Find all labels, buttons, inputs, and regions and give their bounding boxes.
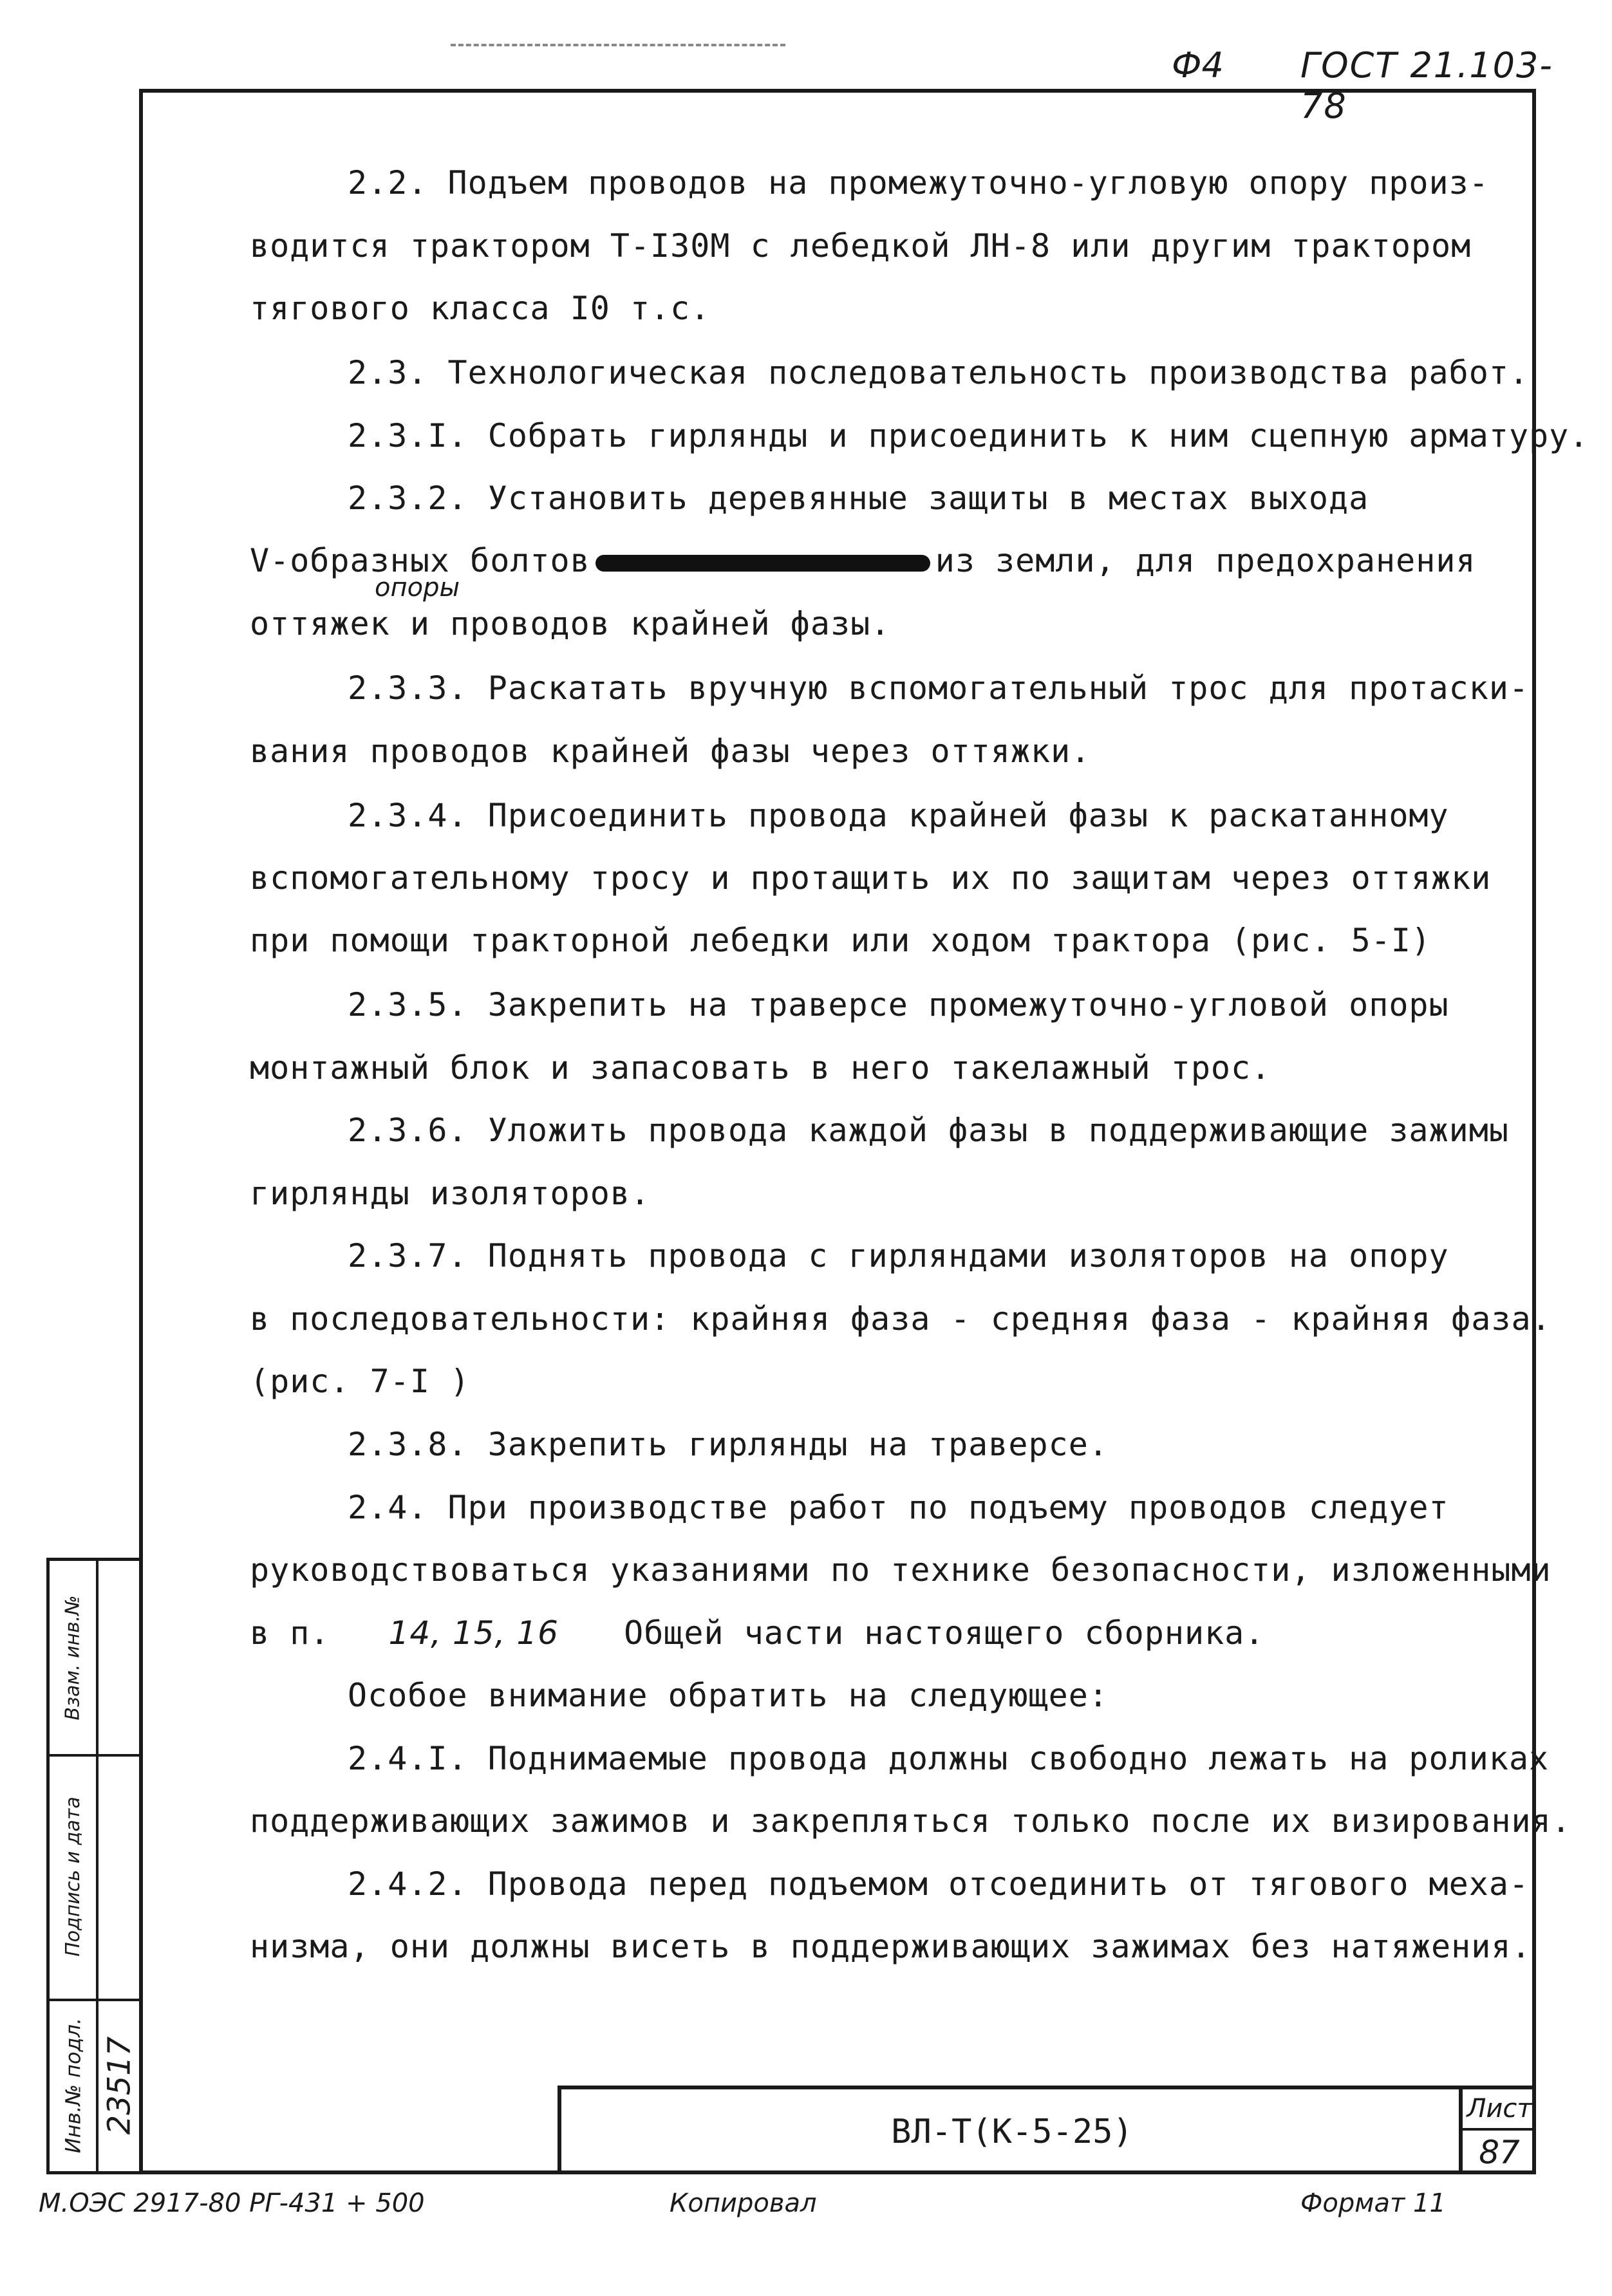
document-code: ВЛ-Т(К-5-25) — [891, 2113, 1133, 2151]
line-end: Общей части настоящего сборника. — [624, 1614, 1265, 1652]
paragraph-line: 2.4.2. Провода перед подъемом отсоединить от тягового меха- — [348, 1865, 1530, 1903]
paragraph-line: 2.2. Подъем проводов на промежуточно-угловую опору произ- — [348, 164, 1489, 201]
paragraph-line: Особое внимание обратить на следующее: — [348, 1677, 1109, 1714]
paragraph-line: 2.4. При производстве работ по подъему проводов следует — [348, 1489, 1449, 1526]
vzam-cell — [50, 1561, 96, 1754]
paragraph-line: 2.4.I. Поднимаемые провода должны свободно лежать на роликах — [348, 1740, 1550, 1777]
inv-label: Инв.№ подл. — [61, 2017, 85, 2154]
paragraph-line: 2.3.7. Поднять провода с гирляндами изоляторов на опору — [348, 1237, 1449, 1274]
line-end: из земли, для предохранения — [935, 542, 1476, 579]
paragraph-line: гирлянды изоляторов. — [250, 1175, 651, 1212]
paragraph-line: вания проводов крайней фазы через оттяжки. — [250, 733, 1091, 770]
inv-value: 23517 — [101, 2036, 138, 2135]
paragraph-line: 2.3.2. Установить деревянные защиты в местах выхода — [348, 480, 1369, 517]
page-footer — [39, 2189, 1609, 2227]
paragraph-line: 2.3. Технологическая последовательность производства работ. — [348, 354, 1530, 391]
top-dash-line — [451, 44, 785, 46]
paragraph-line: поддерживающих зажимов и закрепляться только после их визирования. — [250, 1802, 1571, 1840]
paragraph-line: 2.3.5. Закрепить на траверсе промежуточно-угловой опоры — [348, 986, 1449, 1023]
line-start: в п. — [250, 1614, 330, 1652]
line-start: V-образных болтов — [250, 542, 590, 579]
vzam-label: Взам. инв.№ — [61, 1594, 84, 1721]
handwritten-reference: 14, 15, 16 — [388, 1614, 559, 1652]
paragraph-line: оттяжек и проводов крайней фазы. — [250, 605, 891, 642]
strikeout-mark — [595, 555, 930, 572]
paragraph-line: руководствоваться указаниями по технике безопасности, изложенными — [250, 1551, 1551, 1589]
sheet-number: 87 — [1479, 2134, 1520, 2171]
inv-value-cell — [96, 1999, 142, 2172]
paragraph-line — [250, 1614, 1264, 1652]
sign-label: Подпись и дата — [61, 1796, 84, 1957]
paragraph-line: (рис. 7-I ) — [250, 1363, 471, 1400]
format-code: Ф4 — [1172, 45, 1224, 86]
side-value-column — [96, 1561, 142, 2171]
title-block — [558, 2086, 1536, 2174]
paragraph-line: тягового класса I0 т.с. — [250, 290, 711, 327]
inv-cell — [50, 1999, 96, 2172]
paragraph-line: 2.3.I. Собрать гирлянды и присоединить к ним сцепную арматуру. — [348, 417, 1589, 454]
footer-right: Формат 11 — [1300, 2189, 1446, 2218]
paragraph-line: при помощи тракторной лебедки или ходом трактора (рис. 5-I) — [250, 922, 1432, 959]
page-header — [1172, 45, 1558, 126]
paragraph-line: водится трактором Т-I30М с лебедкой ЛН-8 или другим трактором — [250, 227, 1472, 265]
gost-reference: ГОСТ 21.103-78 — [1300, 45, 1553, 126]
paragraph-line: в последовательности: крайняя фаза - средняя фаза - крайняя фаза. — [250, 1300, 1551, 1338]
footer-center: Копировал — [670, 2189, 817, 2218]
sheet-label: Лист — [1463, 2089, 1536, 2131]
side-label-column — [50, 1561, 98, 2171]
paragraph-line: вспомогательному тросу и протащить их по защитам через оттяжки — [250, 859, 1492, 897]
footer-left: М.ОЭС 2917-80 РГ-431 + 500 — [39, 2189, 425, 2218]
paragraph-line: 2.3.6. Уложить провода каждой фазы в поддерживающие зажимы — [348, 1112, 1509, 1149]
sign-cell — [50, 1754, 96, 1999]
paragraph-line: монтажный блок и запасовать в него такелажный трос. — [250, 1049, 1271, 1087]
sheet-box — [1459, 2089, 1536, 2174]
paragraph-line: 2.3.4. Присоединить провода крайней фазы к раскатанному — [348, 797, 1449, 834]
paragraph-line: 2.3.3. Раскатать вручную вспомогательный трос для протаски- — [348, 669, 1530, 707]
paragraph-line: низма, они должны висеть в поддерживающих зажимах без натяжения. — [250, 1928, 1532, 1965]
paragraph-line: 2.3.8. Закрепить гирлянды на траверсе. — [348, 1426, 1109, 1463]
side-stamp — [46, 1558, 139, 2174]
handwritten-insert: опоры — [375, 573, 460, 602]
